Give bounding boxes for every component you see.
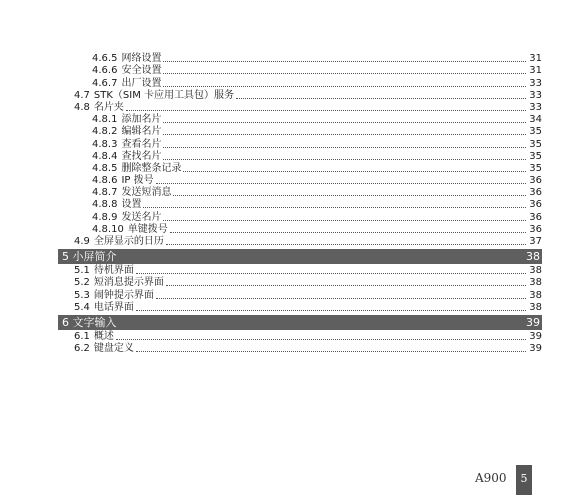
toc-entry[interactable] (58, 90, 542, 102)
toc-leader-dots (156, 298, 526, 299)
toc-entry-title: 设置 (121, 199, 142, 211)
toc-chapter-title (62, 315, 526, 330)
toc-entry[interactable] (58, 65, 542, 77)
toc-leader-dots (173, 195, 526, 196)
toc-entry-number: 4.8.9 (92, 211, 118, 223)
toc-page-number: 35 (529, 162, 542, 174)
toc-entry[interactable] (58, 265, 542, 277)
toc-entry[interactable] (58, 53, 542, 65)
toc-entry[interactable] (58, 302, 542, 314)
toc-entry-number: 4.6.6 (92, 65, 118, 77)
toc-entry-title: 添加名片 (121, 114, 162, 126)
toc-entry[interactable] (58, 236, 542, 248)
toc-entry-title: 全屏显示的日历 (93, 236, 164, 247)
toc-entry-number: 5.2 (74, 277, 90, 289)
toc-entry-title: 编辑名片 (121, 126, 162, 138)
toc-entry[interactable] (58, 199, 542, 211)
toc-leader-dots (163, 61, 526, 62)
page-footer (0, 465, 579, 495)
toc-entry[interactable] (58, 343, 542, 355)
toc-leader-dots (136, 273, 526, 274)
toc-entry[interactable] (58, 224, 542, 236)
toc-chapter[interactable] (58, 249, 542, 264)
model-name: A900 (475, 471, 507, 485)
toc-leader-dots (183, 171, 526, 172)
toc-entry-number: 4.8.6 (92, 175, 118, 187)
toc-leader-dots (136, 351, 526, 352)
toc-page-number: 38 (526, 250, 540, 263)
toc-page-number: 36 (529, 199, 542, 211)
toc-entry-title: 单键拨号 (127, 223, 168, 235)
toc-leader-dots (143, 207, 526, 208)
toc-entry-number: 4.9 (74, 236, 90, 247)
toc-entry[interactable] (58, 187, 542, 199)
toc-entry-number: 6.2 (74, 343, 90, 355)
toc-page-number: 31 (529, 65, 542, 77)
toc-entry-title: 查找名片 (121, 150, 162, 162)
toc-page-number: 36 (529, 187, 542, 199)
toc-entry-number: 4.8.1 (92, 114, 118, 126)
toc-entry-title: 待机界面 (93, 265, 134, 277)
toc-entry-number: 4.6.7 (92, 77, 118, 89)
toc-page-number: 33 (529, 77, 542, 89)
toc-entry[interactable] (58, 126, 542, 138)
toc-entry-title: IP 拨号 (121, 175, 154, 187)
toc-entry-number: 6.1 (74, 330, 90, 342)
toc-entry-title: 短消息提示界面 (93, 277, 164, 289)
toc-entry-title: 查看名片 (121, 138, 162, 150)
toc-leader-dots (236, 98, 526, 99)
toc-leader-dots (163, 220, 526, 221)
toc-entry-number: 5.3 (74, 289, 90, 301)
toc-page-number: 35 (529, 126, 542, 138)
toc-entry[interactable] (58, 77, 542, 89)
toc-entry-title: 概述 (93, 330, 114, 342)
toc-entry-number: 4.8.8 (92, 199, 118, 211)
toc-entry-title: 闹钟提示界面 (93, 289, 154, 301)
toc-entry[interactable] (58, 163, 542, 175)
toc-entry-title: 发送短消息 (121, 187, 172, 199)
toc-page-number: 36 (529, 175, 542, 187)
toc-leader-dots (163, 86, 526, 87)
toc-entry-number: 4.8.7 (92, 187, 118, 199)
toc-page-number: 35 (529, 150, 542, 162)
toc-leader-dots (163, 159, 526, 160)
toc-leader-dots (166, 244, 526, 245)
toc-leader-dots (116, 339, 526, 340)
toc-entry[interactable] (58, 289, 542, 301)
toc-entry-title: STK（SIM 卡应用工具包）服务 (93, 89, 235, 101)
toc-leader-dots (163, 122, 526, 123)
toc-page-number: 34 (529, 114, 542, 126)
toc-entry-title: 出厂设置 (121, 77, 162, 89)
toc-entry-title: 键盘定义 (93, 343, 134, 355)
toc-chapter-label: 小屏简介 (72, 250, 117, 263)
toc-leader-dots (166, 285, 526, 286)
page-number: 5 (516, 465, 532, 495)
toc-entry-number: 4.8.3 (92, 138, 118, 150)
table-of-contents (58, 53, 542, 355)
toc-leader-dots (163, 147, 526, 148)
toc-entry-title: 电话界面 (93, 301, 134, 313)
toc-entry-title: 删除整条记录 (121, 162, 182, 174)
toc-page-number: 33 (529, 89, 542, 101)
toc-page-number: 36 (529, 223, 542, 235)
toc-entry-number: 4.8.5 (92, 162, 118, 174)
toc-page-number: 38 (529, 289, 542, 301)
toc-page-number: 31 (529, 53, 542, 65)
toc-page-number: 35 (529, 138, 542, 150)
toc-leader-dots (126, 110, 526, 111)
toc-chapter-number: 5 (62, 250, 69, 263)
toc-page-number: 33 (529, 101, 542, 113)
toc-page-number: 38 (529, 265, 542, 277)
toc-page-number: 39 (526, 315, 540, 329)
toc-entry[interactable] (58, 331, 542, 343)
toc-leader-dots (163, 73, 526, 74)
toc-entry-title: 名片夹 (93, 101, 124, 113)
toc-chapter-label: 文字输入 (72, 315, 117, 329)
toc-page-number: 37 (529, 236, 542, 247)
toc-chapter-number: 6 (62, 315, 69, 329)
toc-entry-title: 安全设置 (121, 65, 162, 77)
toc-entry-number: 4.8.4 (92, 150, 118, 162)
toc-entry-number: 4.7 (74, 89, 90, 101)
toc-entry-number: 4.8.10 (92, 223, 124, 235)
toc-entry[interactable] (58, 211, 542, 223)
toc-entry[interactable] (58, 102, 542, 114)
toc-entry-number: 4.8 (74, 101, 90, 113)
toc-page-number: 36 (529, 211, 542, 223)
toc-entry-number: 4.6.5 (92, 53, 118, 65)
toc-entry[interactable] (58, 138, 542, 150)
toc-entry-title: 网络设置 (121, 53, 162, 65)
toc-leader-dots (136, 310, 526, 311)
toc-entry-number: 4.8.2 (92, 126, 118, 138)
toc-chapter[interactable] (58, 315, 542, 330)
toc-leader-dots (156, 183, 526, 184)
toc-page-number: 39 (529, 330, 542, 342)
toc-chapter-title (62, 249, 526, 264)
toc-entry[interactable] (58, 151, 542, 163)
toc-entry-number: 5.1 (74, 265, 90, 277)
toc-entry-number: 5.4 (74, 301, 90, 313)
toc-entry[interactable] (58, 175, 542, 187)
toc-leader-dots (163, 134, 526, 135)
toc-entry[interactable] (58, 277, 542, 289)
toc-page-number: 38 (529, 301, 542, 313)
toc-entry[interactable] (58, 114, 542, 126)
toc-page-number: 39 (529, 343, 542, 355)
toc-page-number: 38 (529, 277, 542, 289)
toc-entry-title: 发送名片 (121, 211, 162, 223)
toc-leader-dots (170, 232, 526, 233)
